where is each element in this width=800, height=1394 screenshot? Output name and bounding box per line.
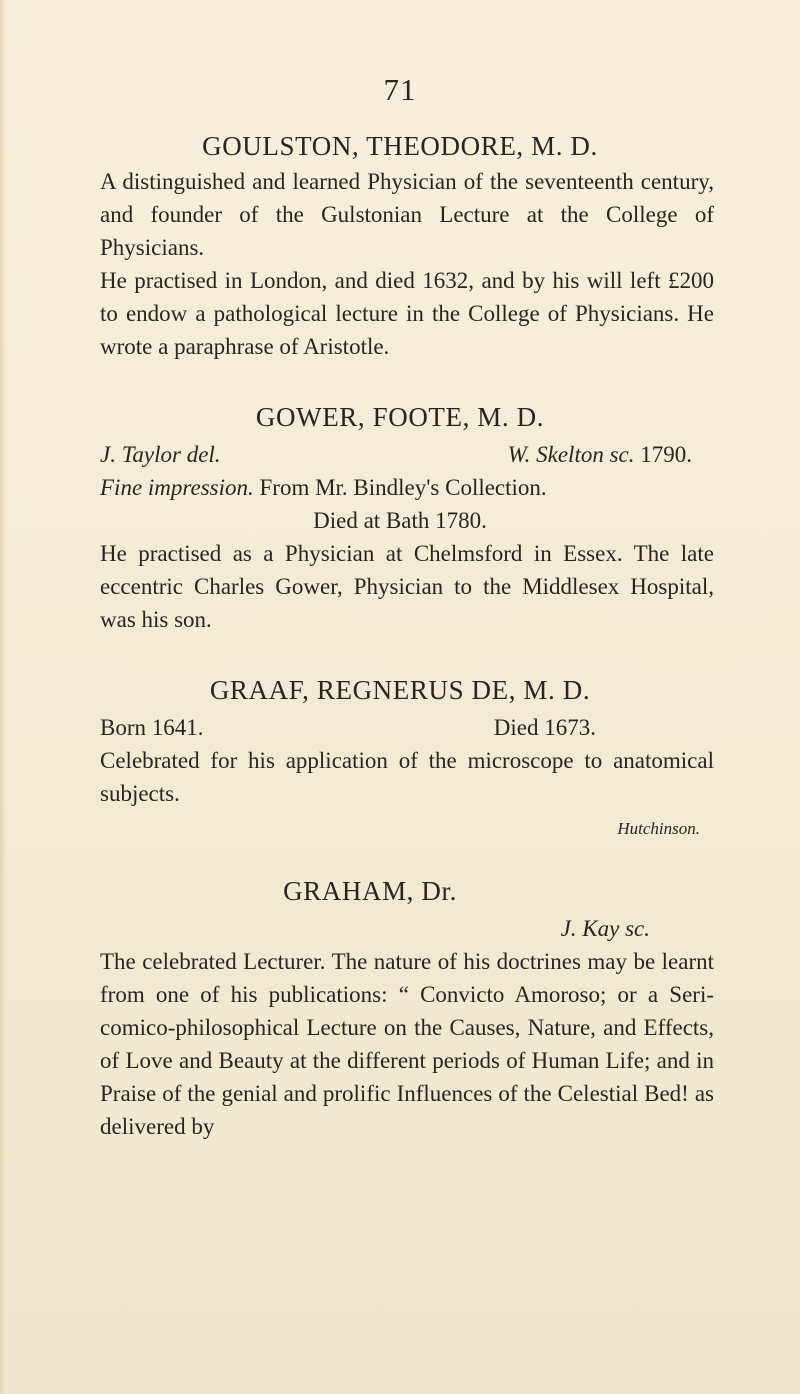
- page-number: 71: [383, 72, 417, 107]
- entry-paragraph: Celebrated for his application of the microscope to anatomical subjects.: [100, 748, 714, 806]
- entry-gower: [86, 401, 714, 636]
- draughtsman-credit: J. Taylor del.: [100, 442, 221, 467]
- entry-paragraph: He practised in London, and died 1632, and by his will left £200 to endow a pathological lecture in the College of Physicians. He wrote a paraphrase of Aristotle.: [100, 268, 714, 359]
- entry-paragraph: He practised as a Physician at Chelmsford in Essex. The late eccentric Charles Gower, Physician to the Middlesex Hospital, was his son.: [100, 541, 714, 632]
- impression-note: Fine impression. From Mr. Bindley's Collection.: [100, 475, 547, 500]
- entry-goulston: [86, 130, 714, 363]
- death-note: Died at Bath 1780.: [313, 508, 487, 533]
- engraving-credits: [86, 438, 714, 471]
- entry-graham: [86, 875, 714, 1143]
- engraver-credit: J. Kay sc.: [560, 916, 650, 941]
- entry-heading: GRAAF, REGNERUS DE, M. D.: [209, 675, 591, 705]
- entry-paragraph: The celebrated Lecturer. The nature of his doctrines may be learnt from one of his publications: “ Convicto Amoroso; or a Seri-comico-philosophical Lecture on the Causes, Nature, and Effects, of Love and Beauty at the different periods of Human Life; and in Praise of the genial and prolific Influences of the Celestial Bed! as delivered by: [100, 949, 714, 1139]
- page-edge-shadow: [0, 0, 6, 1394]
- entry-paragraph: A distinguished and learned Physician of the seventeenth century, and founder of the Gulstonian Lecture at the College of Physicians.: [100, 169, 714, 260]
- source-credit: Hutchinson.: [617, 819, 700, 838]
- page-text: [86, 130, 714, 1181]
- entry-heading: GOULSTON, THEODORE, M. D.: [202, 131, 598, 161]
- entry-graaf: [86, 674, 714, 845]
- engraver-credit: W. Skelton sc. 1790.: [507, 442, 692, 467]
- died-date: Died 1673.: [493, 715, 596, 740]
- life-dates: [86, 711, 714, 744]
- born-date: Born 1641.: [100, 715, 204, 740]
- entry-heading: GRAHAM, Dr.: [283, 876, 457, 906]
- entry-heading: GOWER, FOOTE, M. D.: [255, 402, 545, 432]
